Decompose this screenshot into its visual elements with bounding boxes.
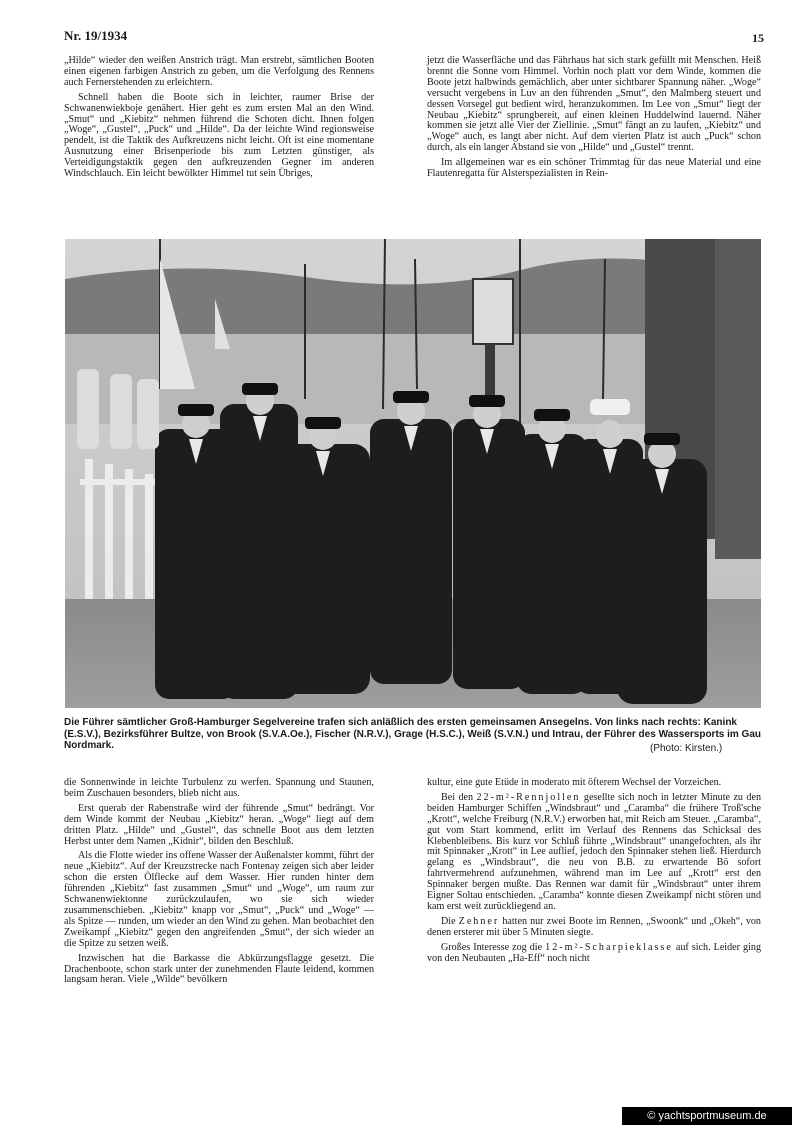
paragraph: kultur, eine gute Etüde in moderato mit öfterem Wechsel der Vorzeichen. (427, 777, 722, 788)
text-run: hatten nur zwei Boote im Rennen, „Swoonk“ und „Okeh“, von denen ersterer mit über 5 Minuten siegte. (427, 915, 761, 938)
copyright-watermark: © yachtsportmuseum.de (622, 1107, 792, 1125)
paragraph: „Hilde“ wieder den weißen Anstrich trägt. Man erstrebt, sämtlichen Booten einen eigenen farbigen Anstrich zu geben, um die Verfolgung des Rennens auch Fernerstehenden zu erleichtern. (64, 55, 374, 88)
issue-number: Nr. 19/1934 (64, 28, 128, 43)
paragraph (427, 917, 761, 939)
photo-caption: Die Führer sämtlicher Groß-Hamburger Segelvereine trafen sich anläßlich des ersten gemeinsamen Ansegelns. Von links nach rechts: Kanink (E.S.V.), Bezirksführer Bultze, von Brook (S.V.A.Oe.), Fischer (N.R.V.), Grage (H.S.C.), Weiß (S.V.N.) und Intrau, der Führer des Wassersports im Gau Nordmark. (64, 717, 762, 751)
column-top-left (64, 56, 374, 184)
column-bottom-right (427, 778, 761, 969)
class-name: Zehner (458, 915, 500, 927)
text-run: gesellte sich noch in letzter Minute zu den beiden Hamburger Schiffen „Windsbraut“ und „Caramba“ die frühere Troß'sche „Krott“, welche Freiburg (N.R.V.) erworben hat, mit Reich am Steuer. „Caramba“, gut vom Start kommend, erlitt im Verlauf des Rennens das Schicksal des Klebenbleibens. Bis kurz vor Schluß führte „Windsbraut“ unangefochten, als ihr mit Spinnaker „Krott“ in Lee auflief, jedoch den Spinnaker stehen ließ. Hierdurch gelang es „Windsbraut“, die neu von B.B. zu erwartende Bö sofort fahrtvermehrend aufzunehmen, während man im Lee auf „Krott“ erst den Spinnaker bergen mußte. Das Rennen war damit für „Windsbraut“ unter ihrem Eigner Soltau entschieden. „Caramba“ konnte diesen Zweikampf nicht stören und kam erst weit zurückliegend an. (427, 791, 761, 912)
photo-credit: (Photo: Kirsten.) (650, 743, 723, 754)
paragraph: Im allgemeinen war es ein schöner Trimmtag für das neue Material und eine Flautenregatta für Alsterspezialisten in Rein- (427, 157, 761, 180)
column-bottom-left (64, 778, 374, 990)
text-run: Bei den (441, 791, 477, 803)
column-top-right (427, 56, 761, 184)
class-name: 22-m²-Rennjollen (476, 791, 581, 803)
paragraph: jetzt die Wasserfläche und das Fährhaus hat sich stark gefüllt mit Menschen. Heiß brennt die Sonne vom Himmel. Vorhin noch platt vor dem Winde, kommen die Boote jetzt halbwinds gemächlich, aber unter sichtbarer Spannung näher. „Woge“ versucht vergebens in Luv an den führenden „Smut“, den Malmberg steuert und dessen Vorsegel gut bedient wird, heranzukommen. Im Lee von „Smut“ liegt der Neubau „Kiebitz“ sprungbereit, auf einen kleinen Huddelwind lauernd. Näher kommen sie jetzt alle Vier der Ziellinie. „Smut“ fängt an zu laufen, „Kiebitz“ und „Woge“ auch, es langt aber nicht. Auf dem vierten Platz ist auch „Puck“ schon durch, als ein langer Abstand sie von „Hilde“ und „Gustel“ trennt. (427, 55, 761, 154)
paragraph: Erst querab der Rabenstraße wird der führende „Smut“ bedrängt. Vor dem Winde kommt der Neubau „Kiebitz“ heran. „Woge“ liegt auf dem dritten Platz. „Hilde“ und „Gustel“, das schnelle Boot aus dem letzten Herbst unter dem Namen „Kidnir“, bilden den Beschluß. (64, 802, 374, 847)
paragraph: Inzwischen hat die Barkasse die Abkürzungsflagge gesetzt. Die Drachenboote, schon stark unter der zunehmenden Flaute leidend, kommen langsam heran. Viele „Wilde“ bevölkern (64, 952, 374, 986)
group-photo (65, 239, 761, 708)
text-run: Die (441, 915, 459, 927)
class-name: 12-m²-Scharpieklasse (545, 941, 673, 953)
paragraph: Als die Flotte wieder ins offene Wasser der Außenalster kommt, führt der neue „Kiebitz“. Auf der Kreuzstrecke nach Fontenay zeigen sich aber leider schon die ersten Ölflecke auf dem Wasser. Hier runden hinter dem führenden „Kiebitz“ fast zusammen „Smut“ und „Woge“, um raum zur Schwanenwiektonne zurückzulaufen, wo sie sich wieder zusammenschieben. „Kiebitz“ knapp vor „Smut“, „Puck“ und „Woge“ — als Spitze — runden, um wieder an den Wind zu gehen. Man beobachtet den Zweikampf „Kiebitz“ gegen den angreifenden „Smut“, der sich wieder an die Spitze zu setzen weiß. (64, 850, 374, 949)
page-number: 15 (752, 31, 764, 45)
paragraph: die Sonnenwinde in leichte Turbulenz zu werfen. Spannung und Staunen, beim Zuschauen besonders, blieb nicht aus. (64, 777, 374, 799)
paragraph (427, 943, 761, 965)
text-run: Großes Interesse zog die (441, 941, 546, 953)
text-run: auf sich. Leider ging von den Neubauten „Ha-Eff“ noch nicht (427, 941, 761, 964)
paragraph (427, 793, 761, 913)
paragraph: Schnell haben die Boote sich in leichter, raumer Brise der Schwanenwiekboje genähert. Hier geht es zum ersten Mal an den Wind. „Smut“ und „Kiebitz“ nehmen führend die Schoten dicht. Ihnen folgen „Woge“, „Gustel“, „Puck“ und „Hilde“. Da der leichte Wind regionsweise pendelt, ist die Taktik des Aufkreuzens nicht leicht. Oft ist eine momentane Ausnutzung einer Brisenperiode bis zum Letzten günstiger, als Verteidigungstaktik gegen den aufkreuzenden Gegner im anderen Windschlauch. Ein leicht bewölkter Himmel tut sein Übriges, (64, 91, 374, 180)
